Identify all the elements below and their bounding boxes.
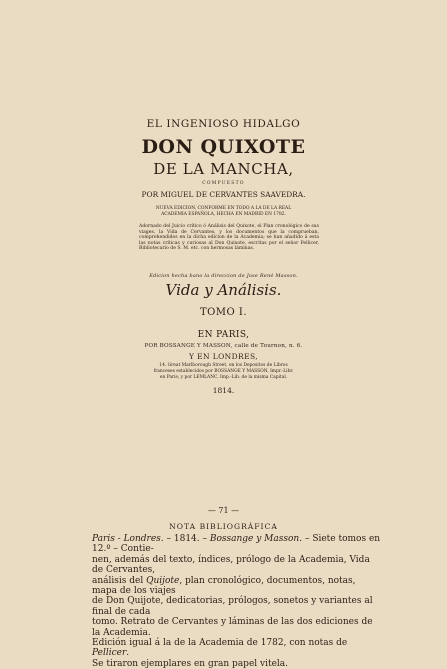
note-heading: NOTA BIBLIOGRÁFICA [169, 522, 278, 531]
title-line-3: DE LA MANCHA, [153, 160, 294, 178]
page-number: — 71 — [207, 506, 240, 515]
note-line-2: nen, además del texto, índices, prólogo de la Academia, Vida de Cervantes, [92, 554, 370, 576]
title-line-2: DON QUIXOTE [141, 136, 306, 158]
title-line-1: EL INGENIOSO HIDALGO [146, 118, 301, 130]
address-line-1: 14. Great Marlborough Street, en los Depositos de Libros [159, 363, 288, 368]
tomo-line: TOMO I. [199, 307, 248, 318]
address-line-3: en Paris; y por LEMLANC, Imp.-Lib. de la misma Capital. [159, 375, 288, 380]
additions-paragraph: Adornado del Juicio crítico ó Análisis del Quixote, el Plan cronológico de sus viages, la Vida de Cervantes, y los documentos que la comprueban, comprehendidos en la dicha edicion de la Academia; se han añadido á esta las notas críticas y curiosas al Don Quixote, escritas por el señor Pellicer, Bibliotecario de S. M. etc. con hermosas láminas. [139, 224, 319, 252]
note-line-5: tomo. Retrato de Cervantes y láminas de las dos ediciones de la Academia. [92, 617, 373, 638]
note-line-6: Edición igual á la de la Academia de 1782, con notas de Pellicer. [92, 638, 348, 659]
place-paris: EN PARIS, [197, 330, 250, 340]
publisher-paris: POR BOSSANGE Y MASSON, calle de Tournon, n. 6. [144, 343, 303, 349]
direction-line: Edicion hecha bano la direccion de Jose René Masson. [149, 273, 298, 279]
place-london: Y EN LONDRES, [188, 352, 259, 361]
edition-line-2: ACADEMIA ESPAÑOLA, HECHA EN MADRID EN 1782. [161, 212, 286, 217]
note-line-1: Paris - Londres. – 1814. – Bossange y Masson. – Siete tomos en 12.º – Contie- [92, 534, 381, 555]
note-line-3: análisis del Quijote, plan cronológico, documentos, notas, mapa de los viajes [92, 575, 356, 597]
address-line-2: franceses establecidos por BOSSANGE Y MASSON, Impr.-Libr. [153, 369, 294, 374]
edition-line-1: NUEVA EDICION, CONFORME EN TODO A LA DE LA REAL [155, 206, 292, 211]
author-line: POR MIGUEL DE CERVANTES SAAVEDRA. [141, 190, 306, 199]
note-line-4: de Don Quijote, dedicatorias, prólogos, sonetos y variantes al final de cada [92, 596, 373, 617]
compuesto-label: COMPUESTO [202, 181, 245, 186]
note-body [92, 534, 382, 669]
year-line: 1814. [212, 386, 235, 395]
vida-analisis: Vida y Análisis. [165, 281, 282, 299]
note-line-7: Se tiraron ejemplares en gran papel vitela. [92, 658, 289, 669]
